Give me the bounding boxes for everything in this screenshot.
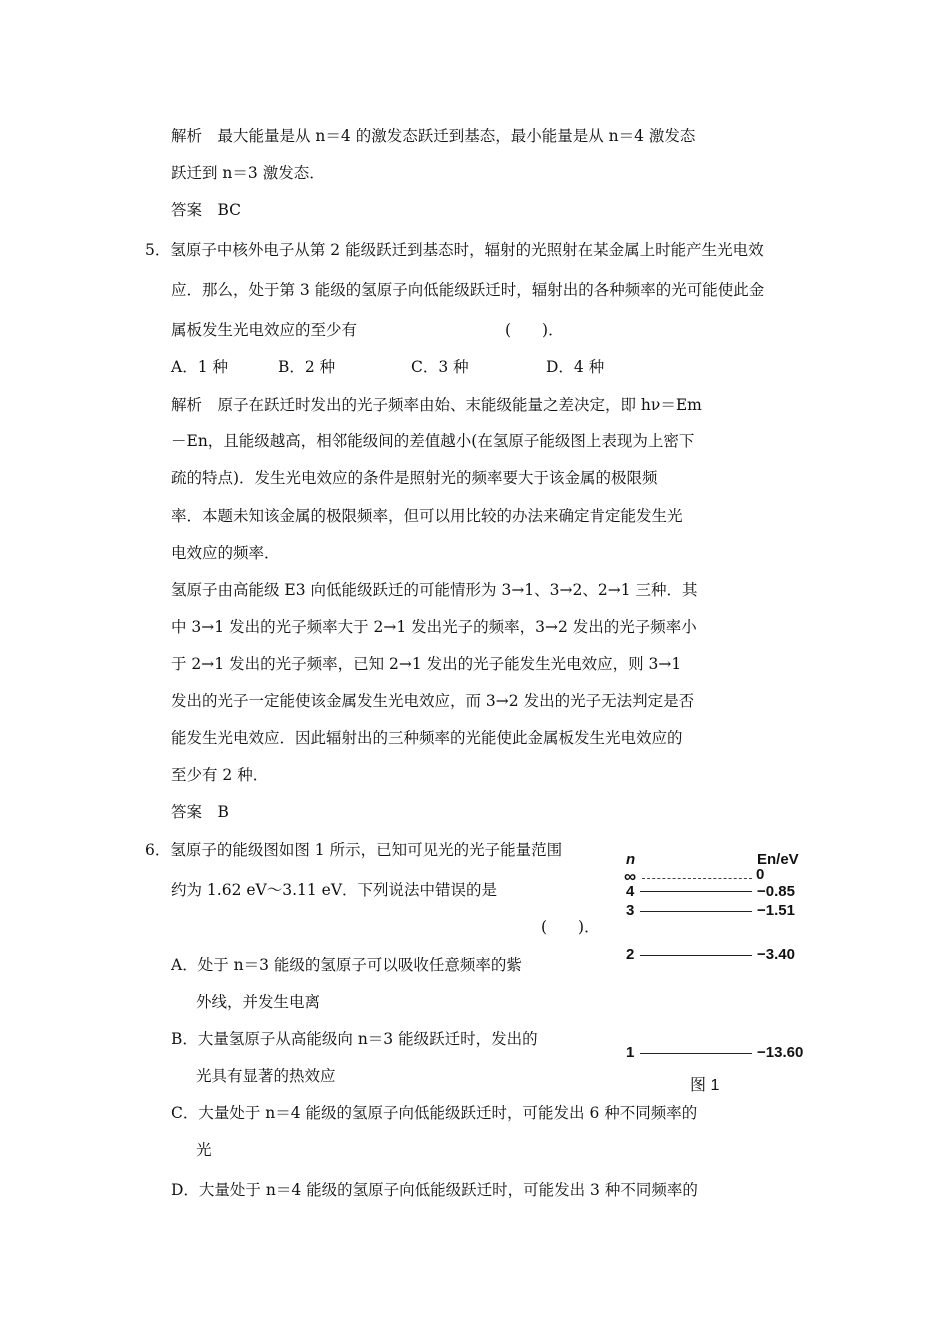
question-5-option-c: C．3 种 <box>411 358 469 376</box>
question-5-line-2: 应．那么，处于第 3 能级的氢原子向低能级跃迁时，辐射出的各种频率的光可能使此金 <box>171 281 765 299</box>
question-6-option-b-line-1: B．大量氢原子从高能级向 n＝3 能级跃迁时，发出的 <box>171 1030 538 1048</box>
analysis-5-line: 于 2→1 发出的光子频率，已知 2→1 发出的光子能发生光电效应，则 3→1 <box>171 655 682 673</box>
question-6-line-1: 6．氢原子的能级图如图 1 所示，已知可见光的光子能量范围 <box>145 841 563 859</box>
question-5-option-b: B．2 种 <box>278 358 336 376</box>
diagram-header-n: n <box>626 851 636 868</box>
level-line-1 <box>640 1053 752 1054</box>
analysis-5-line: 发出的光子一定能使该金属发生光电效应，而 3→2 发出的光子无法判定是否 <box>171 692 695 710</box>
analysis-5-line: 中 3→1 发出的光子频率大于 2→1 发出光子的频率，3→2 发出的光子频率小 <box>171 618 697 636</box>
level-line-2 <box>640 955 752 956</box>
analysis-4-line-2: 跃迁到 n＝3 激发态． <box>171 164 325 182</box>
analysis-5-line: 氢原子由高能级 E3 向低能级跃迁的可能情形为 3→1、3→2、2→1 三种．其 <box>171 581 698 599</box>
question-6-bracket: ( )． <box>541 918 600 936</box>
level-line-3 <box>640 911 752 912</box>
level-energy-3: −1.51 <box>757 902 795 919</box>
diagram-header-energy: En/eV <box>757 851 799 868</box>
analysis-5-line: 疏的特点)．发生光电效应的条件是照射光的频率要大于该金属的极限频 <box>171 469 658 487</box>
question-6-option-a-line-1: A．处于 n＝3 能级的氢原子可以吸收任意频率的紫 <box>171 956 522 974</box>
question-6-line-2: 约为 1.62 eV～3.11 eV．下列说法中错误的是 <box>171 881 498 899</box>
question-5-option-d: D．4 种 <box>546 358 605 376</box>
question-5-line-3: 属板发生光电效应的至少有 <box>171 321 358 339</box>
level-label-infinity: ∞ <box>624 867 637 886</box>
answer-4: 答案 BC <box>171 201 242 219</box>
analysis-4-line-1: 解析 最大能量是从 n＝4 的激发态跃迁到基态，最小能量是从 n＝4 激发态 <box>171 127 696 145</box>
analysis-5-line: 率．本题未知该金属的极限频率，但可以用比较的办法来确定肯定能发生光 <box>171 507 683 525</box>
question-6-option-b-line-2: 光具有显著的热效应 <box>196 1067 336 1085</box>
level-label-2: 2 <box>626 946 635 963</box>
question-6-option-a-line-2: 外线，并发生电离 <box>196 993 321 1011</box>
question-5-line-1: 5．氢原子中核外电子从第 2 能级跃迁到基态时，辐射的光照射在某金属上时能产生光电效 <box>145 241 764 259</box>
answer-5: 答案 B <box>171 803 229 821</box>
level-energy-infinity: 0 <box>756 866 765 883</box>
analysis-5-line: 能发生光电效应．因此辐射出的三种频率的光能使此金属板发生光电效应的 <box>171 729 683 747</box>
level-label-1: 1 <box>626 1044 635 1061</box>
level-line-infinity <box>642 878 752 879</box>
level-energy-2: −3.40 <box>757 946 795 963</box>
analysis-5-line: 电效应的频率． <box>171 544 280 562</box>
level-energy-1: −13.60 <box>757 1044 804 1061</box>
level-line-4 <box>640 891 752 892</box>
analysis-5-line: 至少有 2 种． <box>171 766 269 784</box>
question-5-bracket: ( )． <box>505 321 564 339</box>
level-label-4: 4 <box>626 883 635 900</box>
diagram-caption: 图 1 <box>690 1077 720 1094</box>
level-label-3: 3 <box>626 902 635 919</box>
question-6-option-c-line-1: C．大量处于 n＝4 能级的氢原子向低能级跃迁时，可能发出 6 种不同频率的 <box>171 1104 698 1122</box>
question-6-option-d-line-1: D．大量处于 n＝4 能级的氢原子向低能级跃迁时，可能发出 3 种不同频率的 <box>171 1181 698 1199</box>
level-energy-4: −0.85 <box>757 883 795 900</box>
analysis-5-line: 解析 原子在跃迁时发出的光子频率由始、末能级能量之差决定，即 hν＝Em <box>171 396 702 414</box>
question-5-option-a: A．1 种 <box>171 358 228 376</box>
question-6-option-c-line-2: 光 <box>196 1141 212 1159</box>
analysis-5-line: －En，且能级越高，相邻能级间的差值越小(在氢原子能级图上表现为上密下 <box>171 432 695 450</box>
